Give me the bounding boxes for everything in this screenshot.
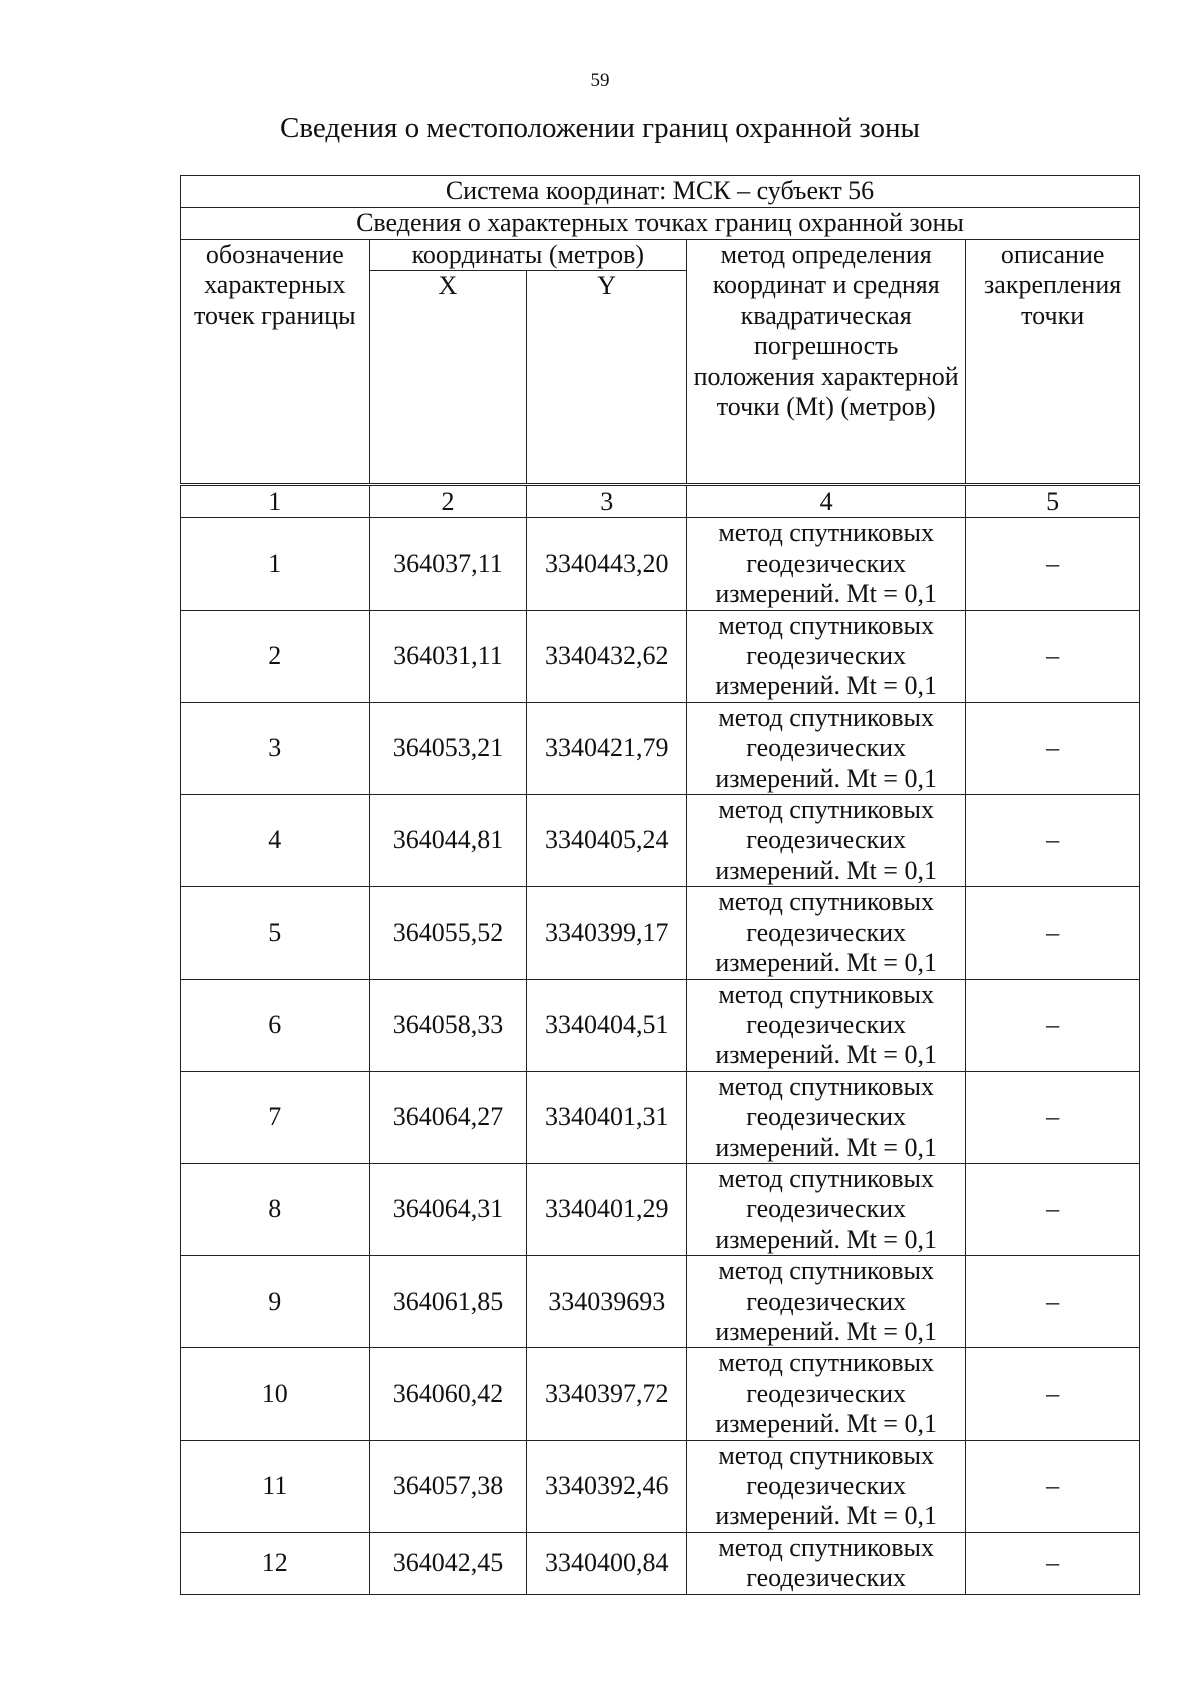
y-coordinate-cell: 3340401,29 <box>527 1163 687 1255</box>
point-number-cell: 8 <box>181 1163 370 1255</box>
method-line: геодезических <box>746 548 907 578</box>
method-line: метод спутниковых <box>718 518 935 548</box>
page-title: Сведения о местоположении границ охранной зоны <box>279 112 920 144</box>
method-line: геодезических <box>746 1102 907 1132</box>
column-number: 2 <box>369 485 527 518</box>
column-number: 3 <box>527 485 687 518</box>
method-line: геодезических <box>746 1286 907 1316</box>
method-cell <box>687 610 966 702</box>
description-cell: – <box>966 1071 1140 1163</box>
y-coordinate-cell: 3340432,62 <box>527 610 687 702</box>
table-row <box>181 1440 1140 1532</box>
y-coordinate-cell: 3340399,17 <box>527 887 687 979</box>
method-line: измерений. Mt = 0,1 <box>715 948 937 978</box>
method-line: метод спутниковых <box>718 610 935 640</box>
method-line: метод спутниковых <box>718 1163 935 1193</box>
method-line: геодезических <box>746 1471 907 1500</box>
y-coordinate-cell: 3340400,84 <box>527 1532 687 1594</box>
column-number: 1 <box>181 485 370 518</box>
y-coordinate-cell: 3340405,24 <box>527 795 687 887</box>
description-cell: – <box>966 1440 1140 1532</box>
method-cell <box>687 1163 966 1255</box>
method-cell <box>687 887 966 979</box>
column-number: 4 <box>687 485 966 518</box>
table-row <box>181 795 1140 887</box>
x-coordinate-cell: 364055,52 <box>369 887 527 979</box>
method-line: геодезических <box>746 1194 907 1224</box>
method-line: метод спутниковых <box>718 1071 935 1101</box>
point-number-cell: 6 <box>181 979 370 1071</box>
column-number: 5 <box>966 485 1140 518</box>
method-line: измерений. Mt = 0,1 <box>715 671 937 701</box>
method-line: измерений. Mt = 0,1 <box>715 1040 937 1070</box>
method-cell <box>687 1256 966 1348</box>
method-cell <box>687 1348 966 1440</box>
description-cell: – <box>966 1532 1140 1594</box>
description-cell: – <box>966 610 1140 702</box>
method-line: измерений. Mt = 0,1 <box>715 763 937 793</box>
header-y: Y <box>527 271 687 485</box>
y-coordinate-cell: 3340443,20 <box>527 518 687 610</box>
table-row <box>181 1256 1140 1348</box>
description-cell: – <box>966 518 1140 610</box>
coord-system-row <box>181 176 1140 208</box>
table-row <box>181 702 1140 794</box>
table-row <box>181 1348 1140 1440</box>
y-coordinate-cell: 334039693 <box>527 1256 687 1348</box>
header-x: X <box>369 271 527 485</box>
x-coordinate-cell: 364058,33 <box>369 979 527 1071</box>
description-cell: – <box>966 979 1140 1071</box>
x-coordinate-cell: 364037,11 <box>369 518 527 610</box>
header-method: метод определения координат и средняя квадратическая погрешность положения характерной точки (Mt) (метров) <box>687 240 966 485</box>
section-title-row <box>181 208 1140 240</box>
y-coordinate-cell: 3340401,31 <box>527 1071 687 1163</box>
method-line: измерений. Mt = 0,1 <box>715 855 937 885</box>
method-line: геодезических <box>746 917 907 947</box>
method-line: геодезических <box>746 1563 907 1593</box>
header-row <box>181 240 1140 271</box>
x-coordinate-cell: 364064,27 <box>369 1071 527 1163</box>
description-cell: – <box>966 702 1140 794</box>
method-line: метод спутниковых <box>718 795 935 825</box>
page-number: 59 <box>590 70 610 91</box>
header-point: обозначение характерных точек границы <box>181 240 370 485</box>
method-line: метод спутниковых <box>718 1256 935 1286</box>
point-number-cell: 7 <box>181 1071 370 1163</box>
x-coordinate-cell: 364053,21 <box>369 702 527 794</box>
method-cell <box>687 795 966 887</box>
y-coordinate-cell: 3340397,72 <box>527 1348 687 1440</box>
point-number-cell: 4 <box>181 795 370 887</box>
method-line: измерений. Mt = 0,1 <box>715 1501 937 1531</box>
x-coordinate-cell: 364044,81 <box>369 795 527 887</box>
method-cell <box>687 702 966 794</box>
table-row <box>181 1532 1140 1594</box>
method-line: геодезических <box>746 733 907 763</box>
method-cell <box>687 518 966 610</box>
method-line: геодезических <box>746 1378 907 1408</box>
method-line: метод спутниковых <box>718 887 935 917</box>
table-row <box>181 1071 1140 1163</box>
description-cell: – <box>966 887 1140 979</box>
method-line: метод спутниковых <box>718 702 935 732</box>
description-cell: – <box>966 795 1140 887</box>
y-coordinate-cell: 3340404,51 <box>527 979 687 1071</box>
method-line: измерений. Mt = 0,1 <box>715 1224 937 1254</box>
point-number-cell: 5 <box>181 887 370 979</box>
method-line: метод спутниковых <box>718 1348 935 1378</box>
x-coordinate-cell: 364061,85 <box>369 1256 527 1348</box>
point-number-cell: 9 <box>181 1256 370 1348</box>
point-number-cell: 11 <box>181 1440 370 1532</box>
x-coordinate-cell: 364060,42 <box>369 1348 527 1440</box>
method-line: измерений. Mt = 0,1 <box>715 1316 937 1346</box>
method-line: геодезических <box>746 825 907 855</box>
table-row <box>181 1163 1140 1255</box>
point-number-cell: 1 <box>181 518 370 610</box>
method-line: метод спутниковых <box>718 979 935 1009</box>
point-number-cell: 12 <box>181 1532 370 1594</box>
method-line: геодезических <box>746 641 907 671</box>
method-line: метод спутниковых <box>718 1532 935 1562</box>
method-cell <box>687 1440 966 1532</box>
x-coordinate-cell: 364042,45 <box>369 1532 527 1594</box>
description-cell: – <box>966 1163 1140 1255</box>
method-line: метод спутниковых <box>718 1440 935 1470</box>
method-line: измерений. Mt = 0,1 <box>715 1409 937 1439</box>
description-cell: – <box>966 1256 1140 1348</box>
method-cell <box>687 979 966 1071</box>
method-cell <box>687 1532 966 1594</box>
header-description: описание закрепления точки <box>966 240 1140 485</box>
method-line: измерений. Mt = 0,1 <box>715 579 937 609</box>
header-coords: координаты (метров) <box>369 240 687 271</box>
description-cell: – <box>966 1348 1140 1440</box>
table-row <box>181 979 1140 1071</box>
x-coordinate-cell: 364057,38 <box>369 1440 527 1532</box>
method-line: измерений. Mt = 0,1 <box>715 1132 937 1162</box>
y-coordinate-cell: 3340392,46 <box>527 1440 687 1532</box>
x-coordinate-cell: 364031,11 <box>369 610 527 702</box>
method-cell <box>687 1071 966 1163</box>
section-title-cell: Сведения о характерных точках границ охранной зоны <box>181 208 1140 240</box>
coordinates-table-body <box>181 176 1140 1595</box>
point-number-cell: 10 <box>181 1348 370 1440</box>
point-number-cell: 3 <box>181 702 370 794</box>
column-numbers-row <box>181 485 1140 518</box>
method-line: геодезических <box>746 1009 907 1039</box>
table-row <box>181 887 1140 979</box>
y-coordinate-cell: 3340421,79 <box>527 702 687 794</box>
table-row <box>181 610 1140 702</box>
point-number-cell: 2 <box>181 610 370 702</box>
table-row <box>181 518 1140 610</box>
coordinates-table <box>180 175 1140 1595</box>
coord-system-cell: Система координат: МСК – субъект 56 <box>181 176 1140 208</box>
x-coordinate-cell: 364064,31 <box>369 1163 527 1255</box>
